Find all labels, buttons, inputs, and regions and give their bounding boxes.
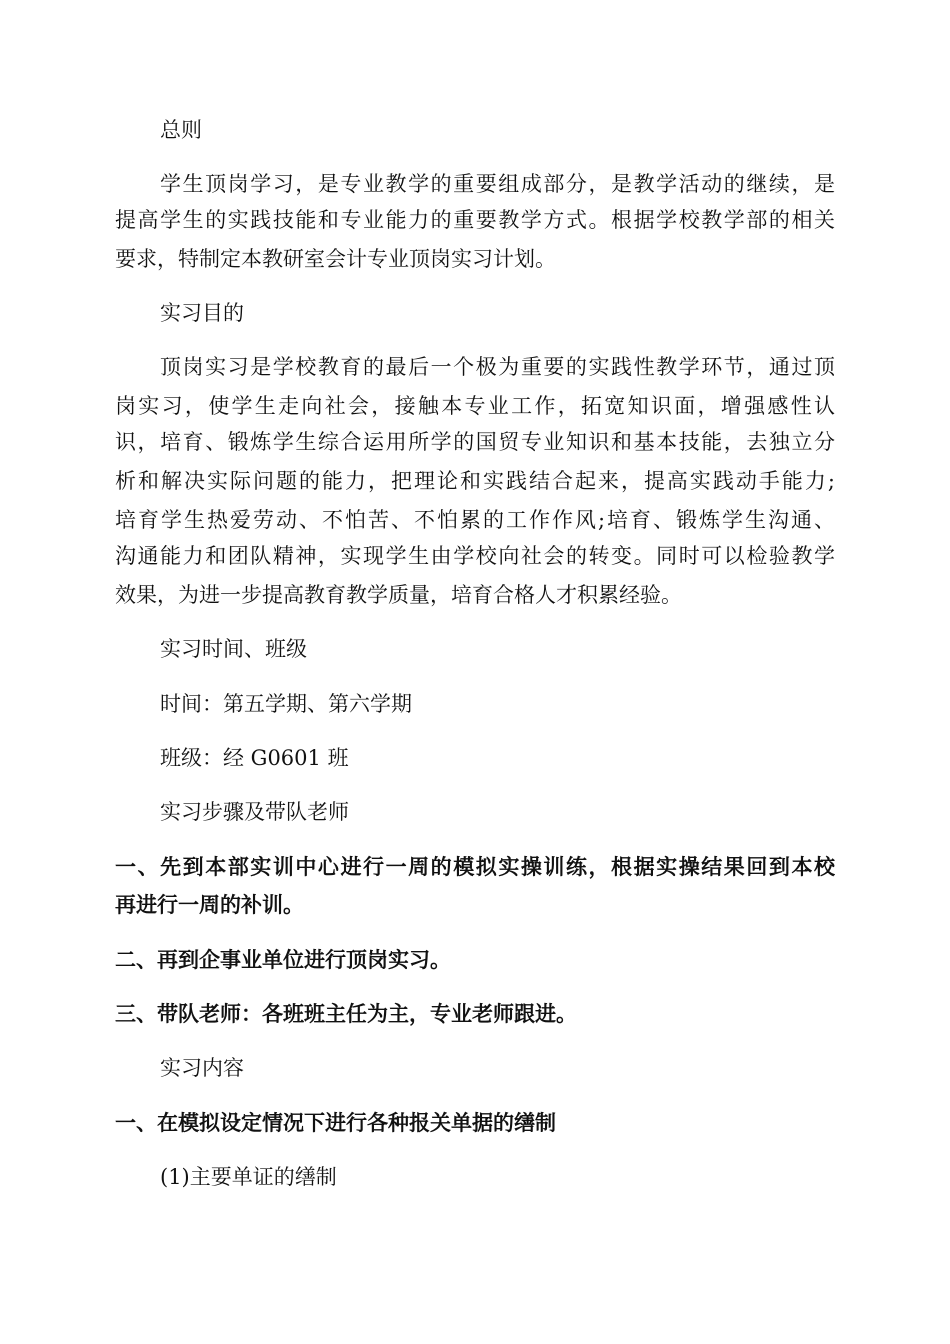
paragraph-line: 沟通能力和团队精神，实现学生由学校向社会的转变。同时可以检验教学 [115,544,835,568]
paragraph-line: 顶岗实习是学校教育的最后一个极为重要的实践性教学环节，通过顶 [160,355,835,379]
paragraph-line: 提高学生的实践技能和专业能力的重要教学方式。根据学校教学部的相关 [115,208,835,232]
heading-general: 总则 [160,118,202,142]
paragraph-line: 析和解决实际问题的能力，把理论和实践结合起来，提高实践动手能力; [115,469,835,493]
content-subitem-1: (1)主要单证的缮制 [160,1165,337,1189]
heading-time-class: 实习时间、班级 [160,637,307,661]
time-line: 时间：第五学期、第六学期 [160,692,412,716]
paragraph-line: 要求，特制定本教研室会计专业顶岗实习计划。 [115,247,556,271]
paragraph-line: 岗实习，使学生走向社会，接触本专业工作，拓宽知识面，增强感性认 [115,394,835,418]
paragraph-line: 识，培育、锻炼学生综合运用所学的国贸专业知识和基本技能，去独立分 [115,430,835,454]
paragraph-line: 学生顶岗学习，是专业教学的重要组成部分，是教学活动的继续，是 [160,172,835,196]
step-item-1-cont: 再进行一周的补训。 [115,892,304,917]
paragraph-line: 培育学生热爱劳动、不怕苦、不怕累的工作作风;培育、锻炼学生沟通、 [115,508,835,532]
paragraph-line: 效果，为进一步提高教育教学质量，培育合格人才积累经验。 [115,583,682,607]
heading-purpose: 实习目的 [160,301,244,325]
class-line: 班级：经 G0601 班 [160,746,349,770]
step-item-3: 三、带队老师：各班班主任为主，专业老师跟进。 [115,1001,577,1026]
heading-steps: 实习步骤及带队老师 [160,800,349,824]
heading-content: 实习内容 [160,1056,244,1080]
step-item-1: 一、先到本部实训中心进行一周的模拟实操训练，根据实操结果回到本校 [115,854,835,879]
content-item-1: 一、在模拟设定情况下进行各种报关单据的缮制 [115,1110,556,1135]
step-item-2: 二、再到企事业单位进行顶岗实习。 [115,947,451,972]
